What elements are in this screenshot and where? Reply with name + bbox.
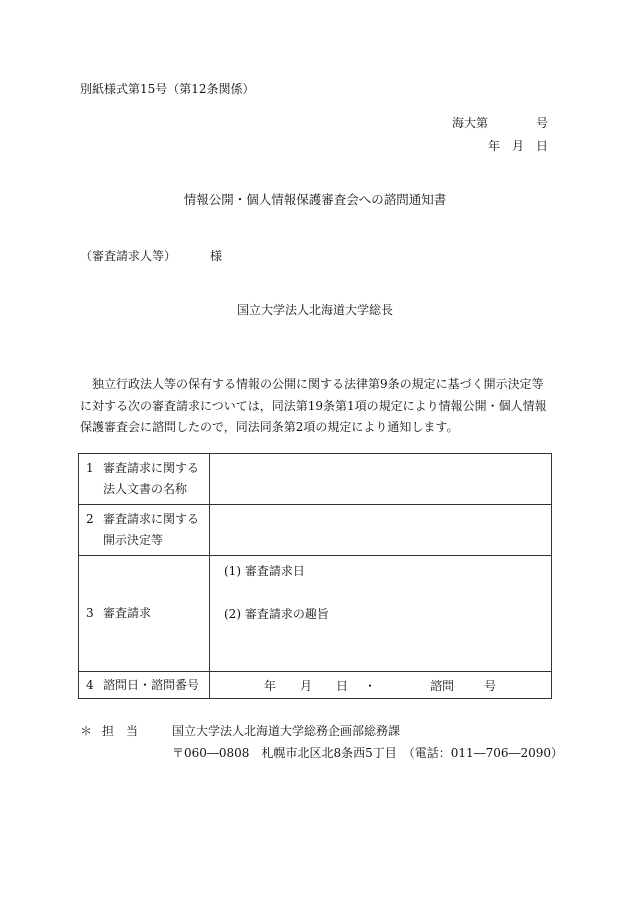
row-label-text: 審査請求 bbox=[103, 606, 152, 620]
inquiry-number: 号 bbox=[484, 678, 497, 693]
body-paragraph bbox=[80, 374, 554, 439]
inquiry-year: 年 bbox=[264, 678, 277, 693]
recipient bbox=[80, 247, 222, 264]
request-purpose-label: (2) 審査請求の趣旨 bbox=[224, 607, 329, 621]
info-table bbox=[78, 453, 552, 699]
inquiry-day: 日 bbox=[336, 678, 349, 693]
recipient-honorific: 様 bbox=[210, 249, 223, 263]
row-number: 1 bbox=[86, 461, 94, 475]
row-number: 4 bbox=[86, 677, 94, 692]
row-label-line1: 審査請求に関する bbox=[103, 461, 200, 475]
row-label-line2: 法人文書の名称 bbox=[103, 482, 188, 496]
body-line-2: 対する次の審査請求については，同法第19条第1項の規定により情報公開・個人情報保護審 bbox=[80, 398, 547, 434]
table-row bbox=[79, 505, 552, 556]
inquiry-field[interactable] bbox=[210, 672, 552, 699]
request-field[interactable] bbox=[210, 556, 552, 672]
row-label bbox=[79, 672, 210, 699]
table-row bbox=[79, 672, 552, 699]
contact-department: 国立大学法人北海道大学総務企画部総務課 bbox=[172, 724, 401, 738]
row-label-line1: 審査請求に関する bbox=[103, 512, 200, 526]
row-label bbox=[79, 556, 210, 672]
row-number: 3 bbox=[86, 606, 94, 620]
table-row bbox=[79, 556, 552, 672]
table-row bbox=[79, 454, 552, 505]
disclosure-decision-field[interactable] bbox=[210, 505, 552, 556]
document-name-field[interactable] bbox=[210, 454, 552, 505]
inquiry-month: 月 bbox=[300, 678, 313, 693]
contact-line bbox=[80, 722, 400, 739]
row-label bbox=[79, 505, 210, 556]
asterisk-mark: ＊ bbox=[80, 724, 93, 738]
row-label-line2: 開示決定等 bbox=[103, 533, 164, 547]
request-date-label: (1) 審査請求日 bbox=[224, 564, 305, 578]
row-label-text: 諮問日・諮問番号 bbox=[103, 677, 200, 692]
form-number: 別紙様式第15号（第12条関係） bbox=[80, 82, 255, 96]
separator-dot: ・ bbox=[364, 678, 377, 693]
row-number: 2 bbox=[86, 512, 94, 526]
body-line-3: 査会に諮問したので，同法同条第2項の規定により通知します。 bbox=[116, 420, 459, 434]
contact-role: 担 当 bbox=[102, 724, 139, 738]
row-label bbox=[79, 454, 210, 505]
inquiry-label: 諮問 bbox=[430, 678, 455, 693]
sender: 国立大学法人北海道大学総長 bbox=[236, 303, 393, 317]
contact-address: 〒060―0808 札幌市北区北8条西5丁目 （電話：011―706―2090） bbox=[172, 746, 564, 760]
document-title: 情報公開・個人情報保護審査会への諮問通知書 bbox=[183, 192, 447, 207]
document-number: 海大第 号 bbox=[452, 116, 549, 130]
body-line-1: 独立行政法人等の保有する情報の公開に関する法律第9条の規定に基づく開示決定等に bbox=[80, 377, 544, 413]
document-date: 年 月 日 bbox=[488, 139, 549, 153]
recipient-name: （審査請求人等） bbox=[80, 249, 177, 263]
